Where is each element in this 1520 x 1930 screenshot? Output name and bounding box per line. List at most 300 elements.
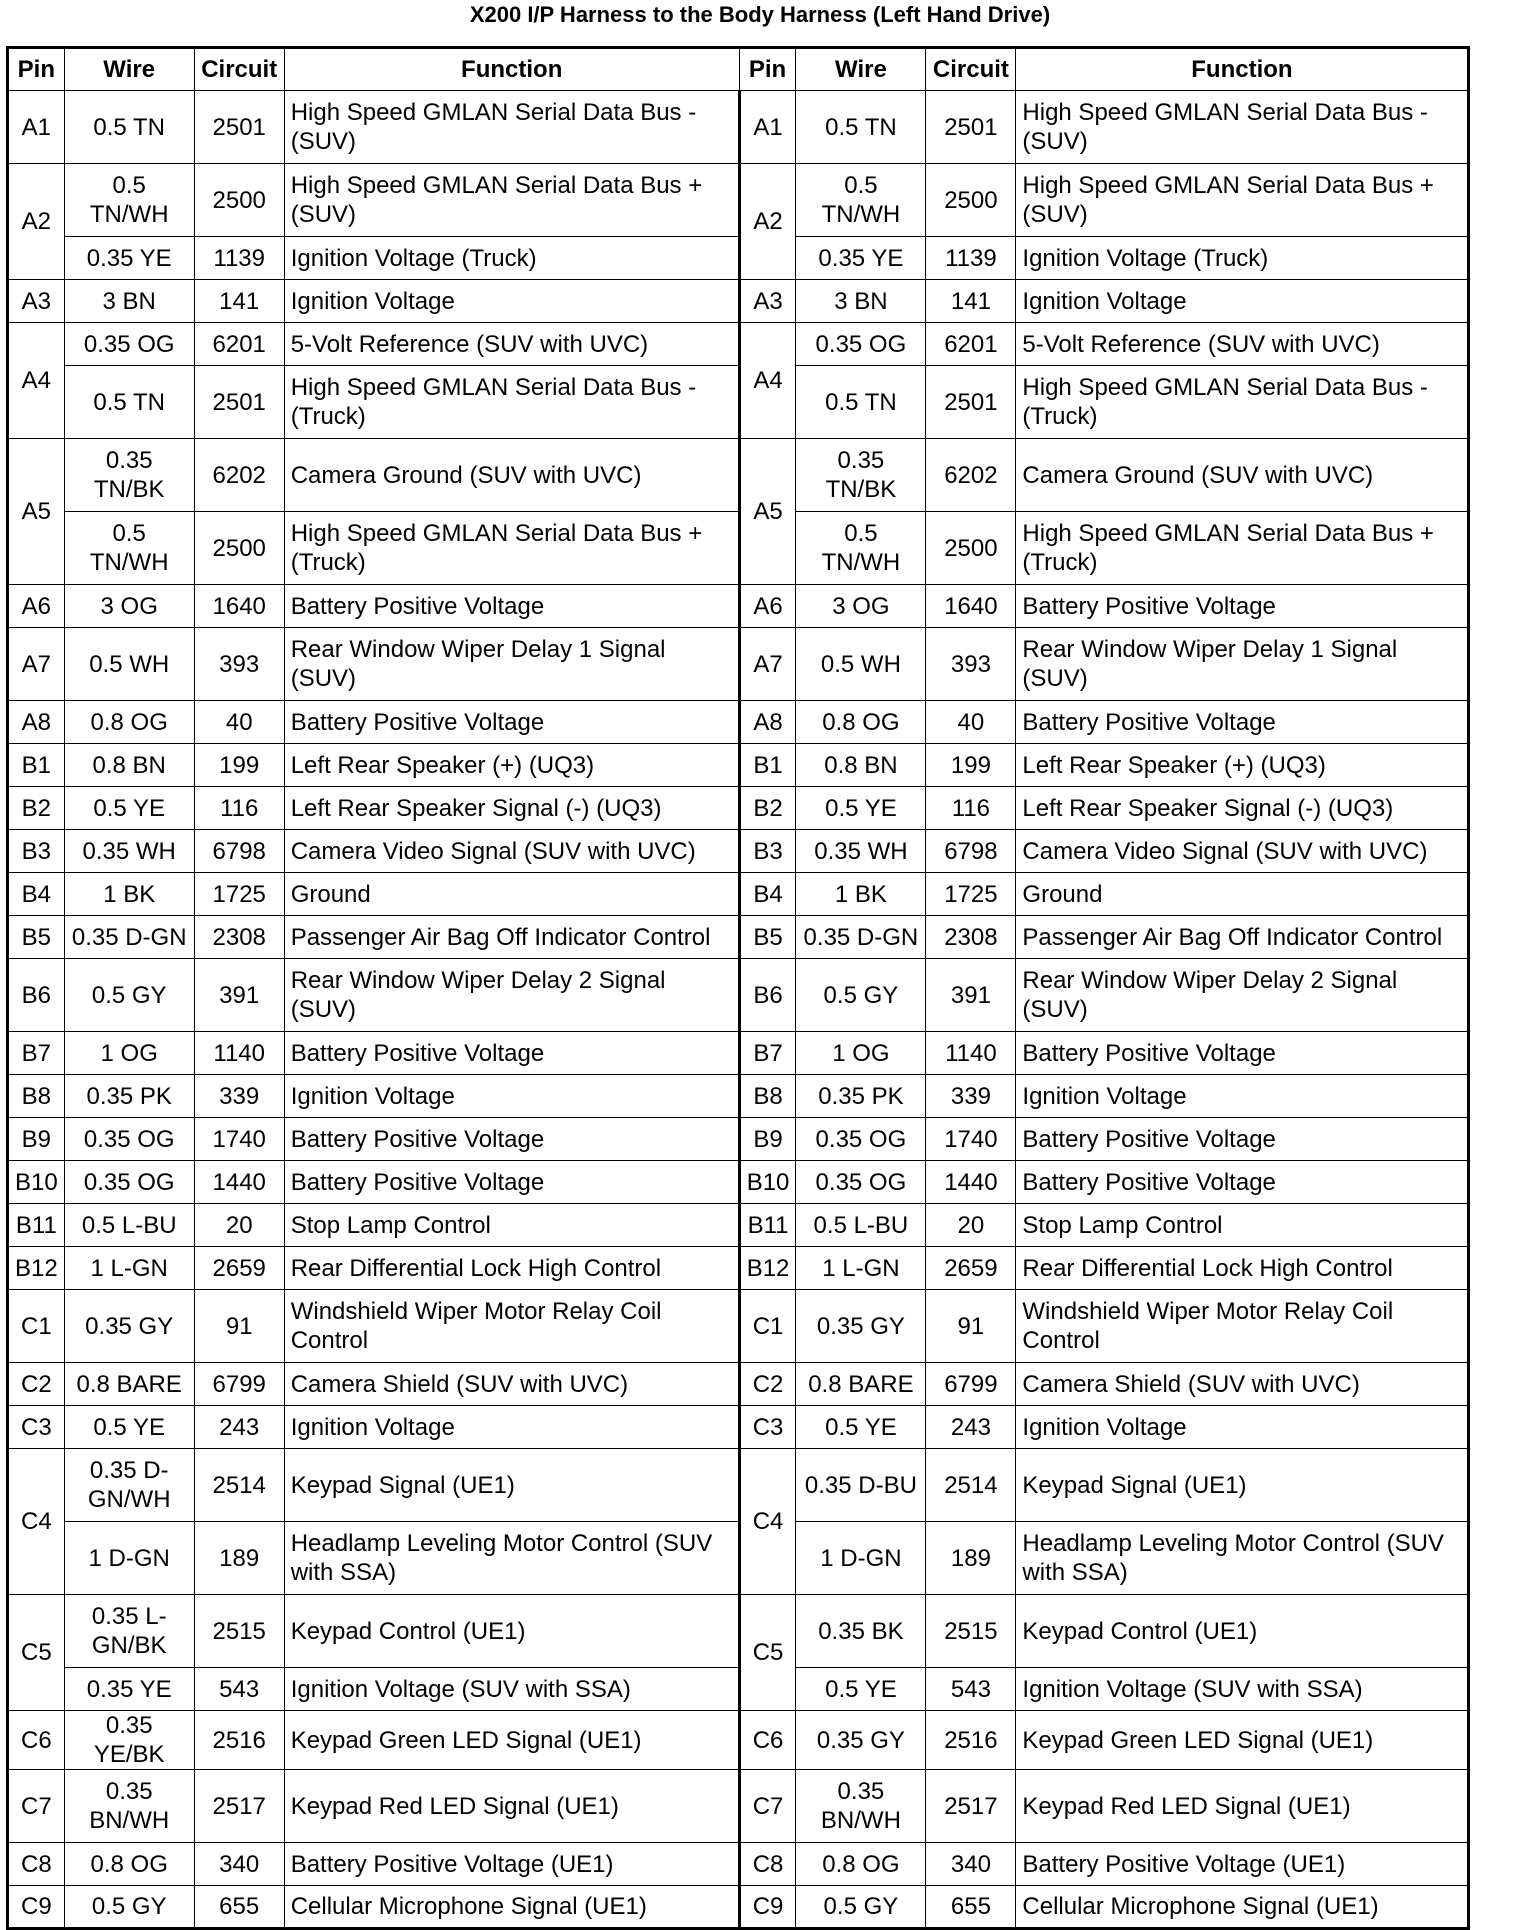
circuit-cell: 1440 — [926, 1161, 1016, 1204]
circuit-cell: 393 — [194, 628, 284, 701]
table-row — [8, 787, 1469, 830]
function-cell: High Speed GMLAN Serial Data Bus - (Truck) — [284, 366, 739, 439]
header-circuit: Circuit — [194, 48, 284, 91]
function-cell: Keypad Signal (UE1) — [284, 1449, 739, 1522]
pin-cell: A7 — [739, 628, 796, 701]
circuit-cell: 2514 — [194, 1449, 284, 1522]
table-row — [8, 91, 1469, 164]
circuit-cell: 2517 — [926, 1770, 1016, 1843]
wire-cell: 0.35 D-GN/WH — [64, 1449, 194, 1522]
function-cell: Keypad Control (UE1) — [284, 1595, 739, 1668]
pin-cell: C6 — [739, 1711, 796, 1770]
function-cell: Ignition Voltage (Truck) — [284, 237, 739, 280]
function-cell: Battery Positive Voltage — [1016, 701, 1469, 744]
pin-cell: B4 — [8, 873, 65, 916]
function-cell: Battery Positive Voltage (UE1) — [284, 1843, 739, 1886]
wire-cell: 0.5 GY — [64, 1886, 194, 1929]
circuit-cell: 243 — [926, 1406, 1016, 1449]
pin-cell: A4 — [8, 323, 65, 439]
pin-cell: A3 — [8, 280, 65, 323]
pin-cell: A8 — [739, 701, 796, 744]
circuit-cell: 2500 — [926, 512, 1016, 585]
wire-cell: 3 OG — [796, 585, 926, 628]
wire-cell: 3 BN — [796, 280, 926, 323]
table-row — [8, 512, 1469, 585]
function-cell: Rear Differential Lock High Control — [1016, 1247, 1469, 1290]
function-cell: Camera Ground (SUV with UVC) — [284, 439, 739, 512]
table-body — [8, 91, 1469, 1929]
wire-cell: 1 BK — [796, 873, 926, 916]
circuit-cell: 543 — [926, 1668, 1016, 1711]
circuit-cell: 2516 — [194, 1711, 284, 1770]
wire-cell: 0.5 WH — [796, 628, 926, 701]
function-cell: High Speed GMLAN Serial Data Bus - (Truck) — [1016, 366, 1469, 439]
circuit-cell: 340 — [194, 1843, 284, 1886]
circuit-cell: 2308 — [194, 916, 284, 959]
circuit-cell: 2500 — [194, 164, 284, 237]
function-cell: Keypad Green LED Signal (UE1) — [284, 1711, 739, 1770]
pin-cell: B9 — [739, 1118, 796, 1161]
wire-cell: 0.8 BN — [64, 744, 194, 787]
pin-cell: A6 — [8, 585, 65, 628]
wire-cell: 0.35 BN/WH — [796, 1770, 926, 1843]
pin-cell: B10 — [8, 1161, 65, 1204]
circuit-cell: 393 — [926, 628, 1016, 701]
wire-cell: 1 D-GN — [64, 1522, 194, 1595]
wire-cell: 0.35 OG — [796, 323, 926, 366]
wire-cell: 3 BN — [64, 280, 194, 323]
wire-cell: 0.5 WH — [64, 628, 194, 701]
circuit-cell: 243 — [194, 1406, 284, 1449]
pin-cell: C8 — [8, 1843, 65, 1886]
table-row — [8, 1204, 1469, 1247]
function-cell: Cellular Microphone Signal (UE1) — [284, 1886, 739, 1929]
page-title: X200 I/P Harness to the Body Harness (Left Hand Drive) — [469, 2, 1051, 27]
circuit-cell: 40 — [926, 701, 1016, 744]
table-row — [8, 1595, 1469, 1668]
function-cell: Windshield Wiper Motor Relay Coil Control — [1016, 1290, 1469, 1363]
wire-cell: 0.5 YE — [796, 1406, 926, 1449]
function-cell: Ignition Voltage (SUV with SSA) — [284, 1668, 739, 1711]
circuit-cell: 339 — [926, 1075, 1016, 1118]
function-cell: High Speed GMLAN Serial Data Bus + (SUV) — [284, 164, 739, 237]
function-cell: Rear Window Wiper Delay 1 Signal (SUV) — [284, 628, 739, 701]
wire-cell: 0.5 YE — [64, 1406, 194, 1449]
function-cell: Headlamp Leveling Motor Control (SUV with SSA) — [1016, 1522, 1469, 1595]
wire-cell: 0.35 D-GN — [64, 916, 194, 959]
circuit-cell: 2515 — [926, 1595, 1016, 1668]
pin-cell: A5 — [739, 439, 796, 585]
circuit-cell: 2501 — [194, 91, 284, 164]
wire-cell: 0.8 OG — [796, 1843, 926, 1886]
pin-cell: B9 — [8, 1118, 65, 1161]
function-cell: Ground — [284, 873, 739, 916]
function-cell: Battery Positive Voltage (UE1) — [1016, 1843, 1469, 1886]
function-cell: Keypad Signal (UE1) — [1016, 1449, 1469, 1522]
function-cell: Stop Lamp Control — [284, 1204, 739, 1247]
pin-cell: C3 — [8, 1406, 65, 1449]
table-row — [8, 1522, 1469, 1595]
wire-cell: 0.5 GY — [796, 959, 926, 1032]
function-cell: Windshield Wiper Motor Relay Coil Control — [284, 1290, 739, 1363]
circuit-cell: 116 — [194, 787, 284, 830]
circuit-cell: 1640 — [194, 585, 284, 628]
function-cell: Headlamp Leveling Motor Control (SUV with SSA) — [284, 1522, 739, 1595]
circuit-cell: 116 — [926, 787, 1016, 830]
wire-cell: 0.5 L-BU — [64, 1204, 194, 1247]
wire-cell: 1 L-GN — [64, 1247, 194, 1290]
function-cell: Passenger Air Bag Off Indicator Control — [284, 916, 739, 959]
wire-cell: 0.35 GY — [796, 1711, 926, 1770]
wire-cell: 0.35 BK — [796, 1595, 926, 1668]
pin-cell: B11 — [8, 1204, 65, 1247]
function-cell: Keypad Control (UE1) — [1016, 1595, 1469, 1668]
header-circuit: Circuit — [926, 48, 1016, 91]
pin-cell: B3 — [8, 830, 65, 873]
wire-cell: 1 OG — [64, 1032, 194, 1075]
wire-cell: 0.35 OG — [64, 1161, 194, 1204]
circuit-cell: 543 — [194, 1668, 284, 1711]
table-row — [8, 916, 1469, 959]
circuit-cell: 199 — [926, 744, 1016, 787]
function-cell: Ignition Voltage — [284, 1075, 739, 1118]
pin-cell: C5 — [8, 1595, 65, 1711]
wire-cell: 0.5 TN/WH — [64, 512, 194, 585]
function-cell: Battery Positive Voltage — [284, 701, 739, 744]
table-row — [8, 1843, 1469, 1886]
pin-cell: A2 — [739, 164, 796, 280]
circuit-cell: 2500 — [926, 164, 1016, 237]
table-row — [8, 323, 1469, 366]
circuit-cell: 91 — [194, 1290, 284, 1363]
header-row — [8, 48, 1469, 91]
table-row — [8, 1247, 1469, 1290]
circuit-cell: 2517 — [194, 1770, 284, 1843]
wire-cell: 0.35 YE — [64, 1668, 194, 1711]
circuit-cell: 2501 — [926, 366, 1016, 439]
pin-cell: C1 — [739, 1290, 796, 1363]
circuit-cell: 1740 — [194, 1118, 284, 1161]
pin-cell: B1 — [8, 744, 65, 787]
function-cell: Keypad Red LED Signal (UE1) — [284, 1770, 739, 1843]
function-cell: Ignition Voltage — [1016, 1406, 1469, 1449]
table-row — [8, 1668, 1469, 1711]
pin-cell: B1 — [739, 744, 796, 787]
circuit-cell: 655 — [926, 1886, 1016, 1929]
wire-cell: 0.8 OG — [796, 701, 926, 744]
wire-cell: 0.35 GY — [64, 1290, 194, 1363]
wire-cell: 0.35 L-GN/BK — [64, 1595, 194, 1668]
function-cell: Ignition Voltage — [1016, 1075, 1469, 1118]
pin-cell: B3 — [739, 830, 796, 873]
wire-cell: 0.5 TN/WH — [796, 164, 926, 237]
table-row — [8, 1075, 1469, 1118]
pin-cell: A3 — [739, 280, 796, 323]
wire-cell: 0.35 PK — [796, 1075, 926, 1118]
wire-cell: 0.8 BN — [796, 744, 926, 787]
wire-cell: 0.35 GY — [796, 1290, 926, 1363]
header-function: Function — [1016, 48, 1469, 91]
table-row — [8, 1770, 1469, 1843]
wire-cell: 0.5 YE — [796, 787, 926, 830]
function-cell: Camera Video Signal (SUV with UVC) — [1016, 830, 1469, 873]
function-cell: Battery Positive Voltage — [284, 1118, 739, 1161]
circuit-cell: 340 — [926, 1843, 1016, 1886]
table-row — [8, 1032, 1469, 1075]
table-row — [8, 873, 1469, 916]
wire-cell: 0.5 TN — [796, 366, 926, 439]
wire-cell: 0.5 YE — [64, 787, 194, 830]
table-row — [8, 959, 1469, 1032]
wire-cell: 1 OG — [796, 1032, 926, 1075]
circuit-cell: 1139 — [926, 237, 1016, 280]
wire-cell: 0.35 WH — [64, 830, 194, 873]
circuit-cell: 2659 — [194, 1247, 284, 1290]
circuit-cell: 391 — [926, 959, 1016, 1032]
circuit-cell: 6798 — [926, 830, 1016, 873]
circuit-cell: 6201 — [194, 323, 284, 366]
header-function: Function — [284, 48, 739, 91]
wire-cell: 0.35 BN/WH — [64, 1770, 194, 1843]
table-row — [8, 1449, 1469, 1522]
circuit-cell: 199 — [194, 744, 284, 787]
wire-cell: 0.8 OG — [64, 701, 194, 744]
circuit-cell: 1640 — [926, 585, 1016, 628]
wire-cell: 0.35 OG — [64, 323, 194, 366]
function-cell: Left Rear Speaker (+) (UQ3) — [284, 744, 739, 787]
pin-cell: C5 — [739, 1595, 796, 1711]
circuit-cell: 2514 — [926, 1449, 1016, 1522]
function-cell: Battery Positive Voltage — [284, 1032, 739, 1075]
circuit-cell: 1740 — [926, 1118, 1016, 1161]
pin-cell: C9 — [739, 1886, 796, 1929]
pin-cell: B4 — [739, 873, 796, 916]
circuit-cell: 339 — [194, 1075, 284, 1118]
circuit-cell: 6201 — [926, 323, 1016, 366]
function-cell: Ignition Voltage (Truck) — [1016, 237, 1469, 280]
circuit-cell: 2516 — [926, 1711, 1016, 1770]
wire-cell: 0.35 OG — [796, 1161, 926, 1204]
function-cell: Battery Positive Voltage — [284, 1161, 739, 1204]
circuit-cell: 2308 — [926, 916, 1016, 959]
table-row — [8, 1290, 1469, 1363]
pin-cell: B5 — [8, 916, 65, 959]
wire-cell: 0.35 PK — [64, 1075, 194, 1118]
circuit-cell: 20 — [926, 1204, 1016, 1247]
pin-cell: C7 — [739, 1770, 796, 1843]
circuit-cell: 1725 — [926, 873, 1016, 916]
circuit-cell: 1140 — [926, 1032, 1016, 1075]
circuit-cell: 2659 — [926, 1247, 1016, 1290]
circuit-cell: 1440 — [194, 1161, 284, 1204]
pin-cell: C8 — [739, 1843, 796, 1886]
table-row — [8, 830, 1469, 873]
pin-cell: B6 — [739, 959, 796, 1032]
pin-cell: A1 — [739, 91, 796, 164]
pinout-table — [6, 46, 1470, 1930]
pin-cell: B11 — [739, 1204, 796, 1247]
function-cell: Rear Window Wiper Delay 2 Signal (SUV) — [1016, 959, 1469, 1032]
pin-cell: A5 — [8, 439, 65, 585]
circuit-cell: 2501 — [926, 91, 1016, 164]
function-cell: Rear Window Wiper Delay 1 Signal (SUV) — [1016, 628, 1469, 701]
wire-cell: 0.5 TN — [796, 91, 926, 164]
function-cell: Stop Lamp Control — [1016, 1204, 1469, 1247]
circuit-cell: 6202 — [194, 439, 284, 512]
function-cell: High Speed GMLAN Serial Data Bus - (SUV) — [1016, 91, 1469, 164]
pin-cell: A4 — [739, 323, 796, 439]
circuit-cell: 141 — [926, 280, 1016, 323]
pin-cell: B8 — [8, 1075, 65, 1118]
pin-cell: A1 — [8, 91, 65, 164]
circuit-cell: 2501 — [194, 366, 284, 439]
table-row — [8, 280, 1469, 323]
function-cell: High Speed GMLAN Serial Data Bus + (Truck) — [1016, 512, 1469, 585]
function-cell: Battery Positive Voltage — [1016, 1161, 1469, 1204]
wire-cell: 0.35 YE/BK — [64, 1711, 194, 1770]
pin-cell: C4 — [739, 1449, 796, 1595]
function-cell: 5-Volt Reference (SUV with UVC) — [284, 323, 739, 366]
function-cell: Battery Positive Voltage — [1016, 1118, 1469, 1161]
table-row — [8, 628, 1469, 701]
wire-cell: 0.8 BARE — [64, 1363, 194, 1406]
wire-cell: 0.8 OG — [64, 1843, 194, 1886]
wire-cell: 0.35 TN/BK — [796, 439, 926, 512]
circuit-cell: 40 — [194, 701, 284, 744]
wire-cell: 0.35 OG — [796, 1118, 926, 1161]
circuit-cell: 20 — [194, 1204, 284, 1247]
table-row — [8, 237, 1469, 280]
wire-cell: 1 BK — [64, 873, 194, 916]
pin-cell: B2 — [8, 787, 65, 830]
header-pin: Pin — [739, 48, 796, 91]
function-cell: Camera Shield (SUV with UVC) — [1016, 1363, 1469, 1406]
header-wire: Wire — [64, 48, 194, 91]
wire-cell: 0.5 GY — [796, 1886, 926, 1929]
pin-cell: C4 — [8, 1449, 65, 1595]
pin-cell: B12 — [8, 1247, 65, 1290]
circuit-cell: 6202 — [926, 439, 1016, 512]
pin-cell: B10 — [739, 1161, 796, 1204]
function-cell: Camera Ground (SUV with UVC) — [1016, 439, 1469, 512]
function-cell: Ignition Voltage — [284, 1406, 739, 1449]
pin-cell: A6 — [739, 585, 796, 628]
wire-cell: 0.5 TN — [64, 366, 194, 439]
function-cell: High Speed GMLAN Serial Data Bus + (SUV) — [1016, 164, 1469, 237]
circuit-cell: 141 — [194, 280, 284, 323]
function-cell: Battery Positive Voltage — [284, 585, 739, 628]
circuit-cell: 1725 — [194, 873, 284, 916]
function-cell: Ignition Voltage — [1016, 280, 1469, 323]
pin-cell: B12 — [739, 1247, 796, 1290]
circuit-cell: 189 — [926, 1522, 1016, 1595]
function-cell: Keypad Green LED Signal (UE1) — [1016, 1711, 1469, 1770]
pin-cell: C2 — [8, 1363, 65, 1406]
wire-cell: 0.8 BARE — [796, 1363, 926, 1406]
circuit-cell: 2500 — [194, 512, 284, 585]
table-row — [8, 1161, 1469, 1204]
table-row — [8, 701, 1469, 744]
wire-cell: 0.35 D-BU — [796, 1449, 926, 1522]
function-cell: High Speed GMLAN Serial Data Bus + (Truck) — [284, 512, 739, 585]
wire-cell: 0.5 TN/WH — [64, 164, 194, 237]
table-row — [8, 366, 1469, 439]
pin-cell: C9 — [8, 1886, 65, 1929]
wire-cell: 0.5 YE — [796, 1668, 926, 1711]
circuit-cell: 189 — [194, 1522, 284, 1595]
pin-cell: B2 — [739, 787, 796, 830]
function-cell: Camera Shield (SUV with UVC) — [284, 1363, 739, 1406]
function-cell: Ignition Voltage (SUV with SSA) — [1016, 1668, 1469, 1711]
function-cell: Battery Positive Voltage — [1016, 1032, 1469, 1075]
circuit-cell: 2515 — [194, 1595, 284, 1668]
header-wire: Wire — [796, 48, 926, 91]
table-row — [8, 744, 1469, 787]
pin-cell: B5 — [739, 916, 796, 959]
wire-cell: 0.5 TN — [64, 91, 194, 164]
table-row — [8, 1118, 1469, 1161]
pin-cell: B6 — [8, 959, 65, 1032]
function-cell: Rear Differential Lock High Control — [284, 1247, 739, 1290]
table-row — [8, 439, 1469, 512]
pin-cell: C1 — [8, 1290, 65, 1363]
wire-cell: 0.35 OG — [64, 1118, 194, 1161]
wire-cell: 0.5 L-BU — [796, 1204, 926, 1247]
function-cell: Ground — [1016, 873, 1469, 916]
wire-cell: 0.35 WH — [796, 830, 926, 873]
wire-cell: 1 D-GN — [796, 1522, 926, 1595]
circuit-cell: 6798 — [194, 830, 284, 873]
pin-cell: C7 — [8, 1770, 65, 1843]
function-cell: Camera Video Signal (SUV with UVC) — [284, 830, 739, 873]
circuit-cell: 655 — [194, 1886, 284, 1929]
function-cell: Rear Window Wiper Delay 2 Signal (SUV) — [284, 959, 739, 1032]
function-cell: Left Rear Speaker Signal (-) (UQ3) — [1016, 787, 1469, 830]
table-row — [8, 1711, 1469, 1770]
function-cell: Left Rear Speaker (+) (UQ3) — [1016, 744, 1469, 787]
pin-cell: A2 — [8, 164, 65, 280]
circuit-cell: 6799 — [194, 1363, 284, 1406]
pin-cell: B7 — [739, 1032, 796, 1075]
circuit-cell: 391 — [194, 959, 284, 1032]
pin-cell: A7 — [8, 628, 65, 701]
table-row — [8, 164, 1469, 237]
wire-cell: 0.5 TN/WH — [796, 512, 926, 585]
function-cell: 5-Volt Reference (SUV with UVC) — [1016, 323, 1469, 366]
function-cell: High Speed GMLAN Serial Data Bus - (SUV) — [284, 91, 739, 164]
table-row — [8, 1363, 1469, 1406]
pin-cell: C6 — [8, 1711, 65, 1770]
wire-cell: 3 OG — [64, 585, 194, 628]
circuit-cell: 1139 — [194, 237, 284, 280]
pin-cell: C3 — [739, 1406, 796, 1449]
function-cell: Keypad Red LED Signal (UE1) — [1016, 1770, 1469, 1843]
table-row — [8, 1886, 1469, 1929]
circuit-cell: 6799 — [926, 1363, 1016, 1406]
pin-cell: B7 — [8, 1032, 65, 1075]
header-pin: Pin — [8, 48, 65, 91]
wire-cell: 1 L-GN — [796, 1247, 926, 1290]
function-cell: Ignition Voltage — [284, 280, 739, 323]
table-row — [8, 1406, 1469, 1449]
table-row — [8, 585, 1469, 628]
function-cell: Passenger Air Bag Off Indicator Control — [1016, 916, 1469, 959]
pin-cell: C2 — [739, 1363, 796, 1406]
circuit-cell: 1140 — [194, 1032, 284, 1075]
wire-cell: 0.35 D-GN — [796, 916, 926, 959]
function-cell: Left Rear Speaker Signal (-) (UQ3) — [284, 787, 739, 830]
wire-cell: 0.35 YE — [796, 237, 926, 280]
